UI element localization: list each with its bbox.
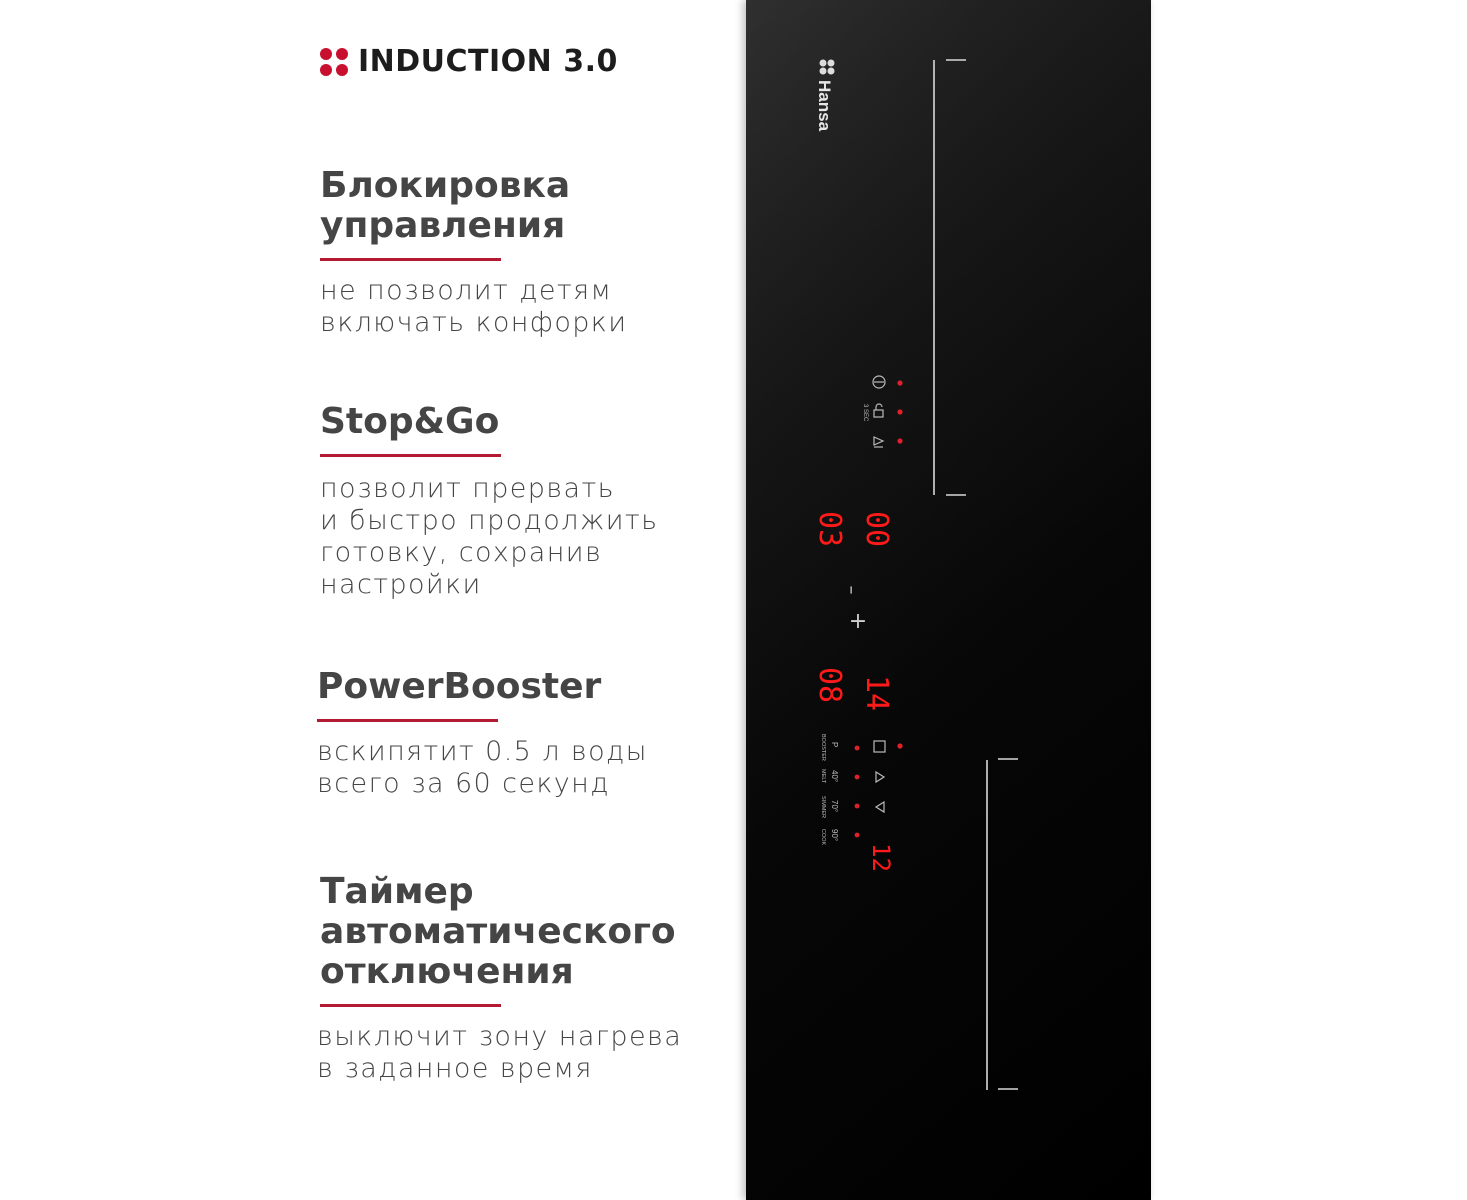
feature-underline	[320, 454, 501, 457]
mode-label-booster: BOOSTER	[820, 734, 826, 761]
mode-short-booster: P	[830, 742, 839, 748]
mode-label-melt: MELT	[820, 769, 826, 784]
mode-indicator-melt	[855, 775, 860, 780]
feature-underline	[320, 1004, 501, 1007]
feature-title: Stop&Go	[320, 401, 500, 442]
svg-text:Hansa: Hansa	[815, 80, 834, 132]
plus-button[interactable]: +	[848, 609, 868, 634]
feature-power-booster	[317, 667, 648, 800]
cooktop-panel	[746, 0, 1151, 1200]
minus-button[interactable]: –	[841, 585, 862, 595]
display-bottom-right: 14	[859, 675, 894, 712]
mode-indicator-booster	[855, 746, 860, 751]
mode-indicator-cook	[855, 833, 860, 838]
feature-stop-go	[320, 402, 658, 601]
brand-logo-icon	[320, 48, 348, 76]
feature-description: вскипятит 0.5 л воды всего за 60 секунд	[317, 736, 648, 799]
mode-label-simmer: SIMMER	[820, 796, 826, 818]
feature-title: Таймер автоматического отключения	[320, 871, 676, 992]
cooktop-illustration	[746, 0, 1151, 1200]
mode-short-simmer: 70°	[830, 800, 839, 813]
feature-auto-off-timer	[317, 871, 683, 1085]
brand-header	[320, 44, 618, 79]
booster-button-indicator	[897, 743, 902, 748]
timer-display: 12	[867, 843, 895, 872]
display-top-right: 00	[859, 511, 894, 548]
mode-short-melt: 40°	[830, 770, 839, 783]
display-bottom-left: 08	[812, 667, 847, 704]
lock-duration-label: 3 SEC	[862, 404, 868, 422]
mode-label-cook: COOK	[820, 829, 826, 846]
glass-reflection	[746, 0, 1151, 500]
feature-title: PowerBooster	[317, 666, 602, 707]
booster-icon[interactable]	[874, 741, 885, 752]
next-icon[interactable]	[876, 772, 884, 782]
prev-icon[interactable]	[876, 802, 884, 812]
feature-description: выключит зону нагрева в заданное время	[317, 1021, 683, 1084]
feature-underline	[320, 258, 501, 261]
power-indicator	[897, 380, 902, 385]
feature-control-lock	[320, 166, 627, 339]
feature-description: не позволит детям включать конфорки	[320, 275, 628, 338]
display-top-left: 03	[812, 511, 847, 548]
feature-underline	[317, 719, 498, 722]
lock-indicator	[897, 409, 902, 414]
feature-title: Блокировка управления	[320, 165, 571, 246]
mode-short-cook: 90°	[830, 829, 839, 842]
feature-description: позволит прервать и быстро продолжить готовку, сохранив настройки	[320, 473, 659, 600]
pause-indicator	[897, 438, 902, 443]
mode-indicator-simmer	[855, 804, 860, 809]
zone-marker-bottom	[987, 759, 1018, 1090]
brand-title: INDUCTION 3.0	[358, 44, 618, 79]
